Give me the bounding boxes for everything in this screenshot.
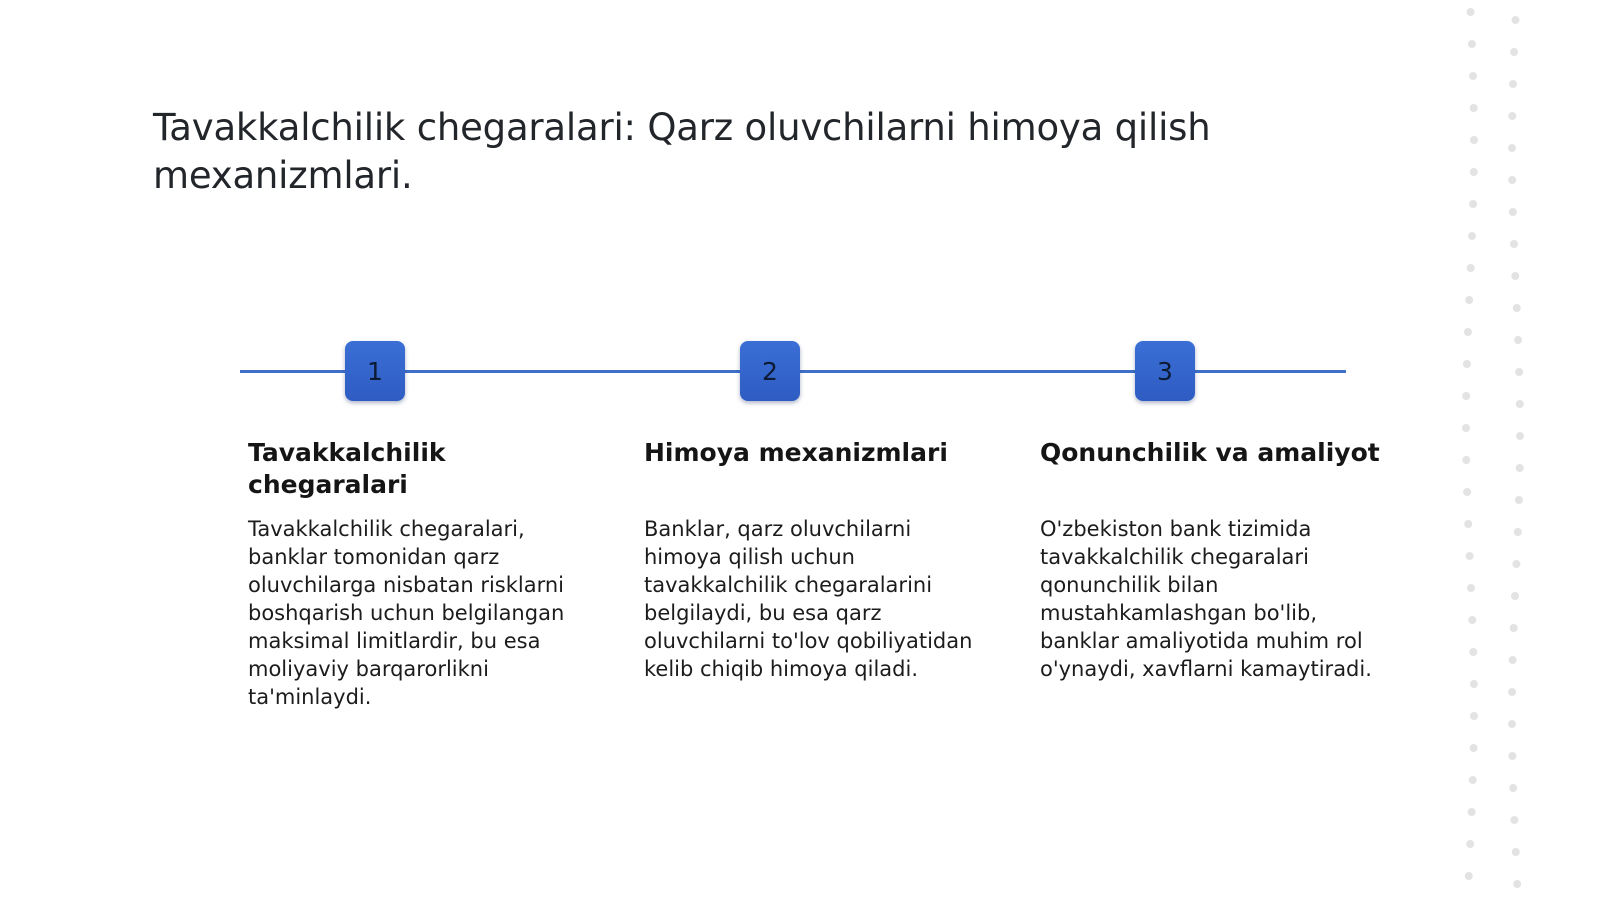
decorative-dot bbox=[1466, 552, 1474, 560]
decorative-dot bbox=[1515, 496, 1523, 504]
decorative-dot bbox=[1467, 264, 1475, 272]
decorative-dot bbox=[1508, 752, 1516, 760]
decorative-dot bbox=[1463, 488, 1471, 496]
decorative-dot bbox=[1468, 40, 1476, 48]
decorative-dot bbox=[1470, 168, 1478, 176]
decorative-dot bbox=[1468, 232, 1476, 240]
decorative-dot bbox=[1464, 520, 1472, 528]
step-heading: Tavakkalchilik chegaralari bbox=[248, 438, 446, 499]
timeline-step-1 bbox=[248, 437, 598, 711]
decorative-dot bbox=[1508, 688, 1516, 696]
decorative-dot bbox=[1514, 528, 1522, 536]
decorative-dot bbox=[1462, 424, 1470, 432]
decorative-dot bbox=[1467, 8, 1475, 16]
decorative-dot bbox=[1463, 360, 1471, 368]
decorative-dot bbox=[1470, 712, 1478, 720]
timeline-marker-1 bbox=[345, 341, 405, 401]
decorative-dot bbox=[1508, 144, 1516, 152]
decorative-dot bbox=[1511, 272, 1519, 280]
decorative-dot bbox=[1509, 656, 1517, 664]
step-text: Banklar, qarz oluvchilarni himoya qilish uchun tavakkalchilik chegaralarini belgilaydi, bu esa qarz oluvchilarni to'lov qobiliyatidan kelib chiqib himoya qiladi. bbox=[644, 517, 973, 681]
decorative-dot bbox=[1514, 336, 1522, 344]
decorative-dot bbox=[1470, 136, 1478, 144]
decorative-dot bbox=[1508, 112, 1516, 120]
timeline-step-3 bbox=[1040, 437, 1390, 683]
timeline-marker-number: 2 bbox=[762, 356, 778, 386]
decorative-dot bbox=[1508, 720, 1516, 728]
step-heading: Qonunchilik va amaliyot bbox=[1040, 438, 1380, 467]
decorative-dot bbox=[1510, 48, 1518, 56]
decorative-dot bbox=[1464, 328, 1472, 336]
decorative-dot bbox=[1465, 872, 1473, 880]
decorative-dot bbox=[1510, 624, 1518, 632]
decorative-dot bbox=[1468, 808, 1476, 816]
decorative-dot bbox=[1508, 176, 1516, 184]
decorative-dot bbox=[1462, 392, 1470, 400]
decorative-dot bbox=[1510, 240, 1518, 248]
decorative-dot bbox=[1513, 304, 1521, 312]
decorative-dot bbox=[1468, 616, 1476, 624]
timeline-marker-number: 3 bbox=[1157, 356, 1173, 386]
decorative-dot bbox=[1462, 456, 1470, 464]
timeline-marker-number: 1 bbox=[367, 356, 383, 386]
decorative-dot bbox=[1509, 208, 1517, 216]
decorative-dot bbox=[1512, 560, 1520, 568]
decorative-dot bbox=[1511, 592, 1519, 600]
step-text: O'zbekiston bank tizimida tavakkalchilik chegaralari qonunchilik bilan mustahkamlashgan bo'lib, banklar amaliyotida muhim rol o'ynaydi, xavflarni kamaytiradi. bbox=[1040, 517, 1372, 681]
slide-title: Tavakkalchilik chegaralari: Qarz oluvchilarni himoya qilish mexanizmlari. bbox=[153, 106, 1211, 197]
decorative-dot bbox=[1470, 104, 1478, 112]
decorative-dot bbox=[1513, 880, 1521, 888]
timeline-marker-2 bbox=[740, 341, 800, 401]
decorative-dot bbox=[1516, 432, 1524, 440]
decorative-dot bbox=[1516, 464, 1524, 472]
decorative-dot bbox=[1467, 584, 1475, 592]
decorative-dot bbox=[1469, 200, 1477, 208]
decorative-dot bbox=[1509, 80, 1517, 88]
step-heading: Himoya mexanizmlari bbox=[644, 438, 948, 467]
decorative-dot bbox=[1469, 648, 1477, 656]
decorative-dot bbox=[1512, 848, 1520, 856]
decorative-dot bbox=[1470, 680, 1478, 688]
decorative-dot bbox=[1516, 400, 1524, 408]
decorative-dot bbox=[1465, 296, 1473, 304]
step-text: Tavakkalchilik chegaralari, banklar tomonidan qarz oluvchilarga nisbatan risklarni boshqarish uchun belgilangan maksimal limitlardir, bu esa moliyaviy barqarorlikni ta'minlaydi. bbox=[248, 517, 565, 709]
decorative-dot bbox=[1466, 840, 1474, 848]
timeline-marker-3 bbox=[1135, 341, 1195, 401]
decorative-dot bbox=[1470, 744, 1478, 752]
timeline-step-2 bbox=[644, 437, 994, 683]
decorative-dot bbox=[1515, 368, 1523, 376]
decorative-dot bbox=[1510, 816, 1518, 824]
decorative-dot bbox=[1469, 776, 1477, 784]
decorative-dot bbox=[1512, 16, 1520, 24]
decorative-dots bbox=[1440, 0, 1600, 899]
decorative-dot bbox=[1469, 72, 1477, 80]
decorative-dot bbox=[1509, 784, 1517, 792]
